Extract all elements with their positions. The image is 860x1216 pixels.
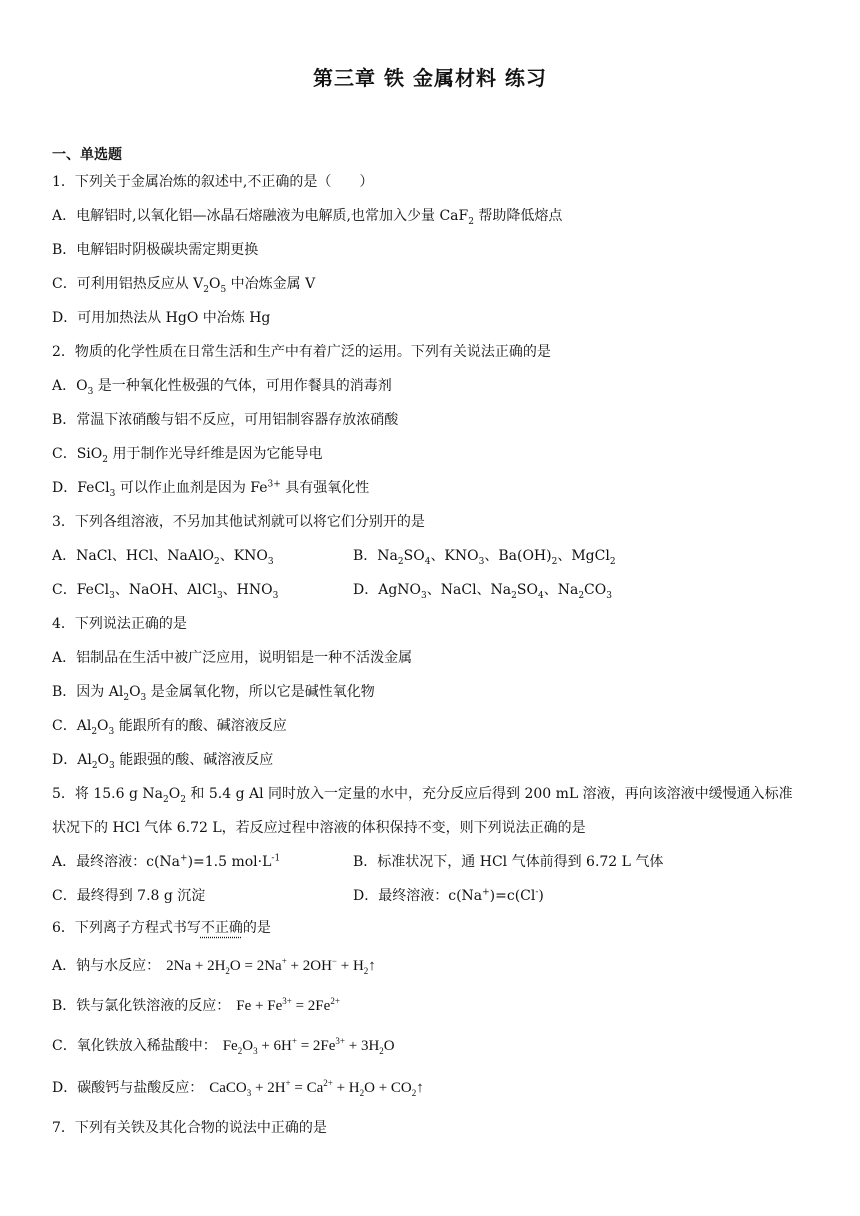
question-3-option-c: C．FeCl$_3$、NaOH、AlCl$_3$、$HNO_3$ <box>52 582 279 601</box>
question-4-option-b: B．因为 $Al_2O_3$ 是金属氧化物，所以它是碱性氧化物 <box>52 684 375 703</box>
question-3-option-a: A．NaCl、HCl、NaAlO$_2$、$KNO_3$ <box>52 548 274 567</box>
question-2-option-c: C．SiO$_2$ 用于制作光导纤维是因为它能导电 <box>52 446 323 465</box>
page-title: 第三章 铁 金属材料 练习 <box>313 66 547 90</box>
question-2-stem: 2．物质的化学性质在日常生活和生产中有着广泛的运用。下列有关说法正确的是 <box>52 344 551 360</box>
question-6-option-d: D．碳酸钙与盐酸反应： CaCO$_3$ + $2H^+ = Ca^{2+} + H_2O$ + $CO_2↑$ <box>52 1078 424 1098</box>
question-6-option-a: A．钠与水反应： $2Na + 2H_2O = 2Na^+ + 2OH^-$ + $H_2↑$ <box>52 956 376 976</box>
question-5-option-c: C．最终得到 7.8 g 沉淀 <box>52 888 206 904</box>
question-3-stem: 3．下列各组溶液，不另加其他试剂就可以将它们分别开的是 <box>52 514 425 530</box>
question-1-option-d: D．可用加热法从 HgO 中冶炼 Hg <box>52 310 271 326</box>
emphasis-dots: 不正确 <box>200 920 243 936</box>
question-7-stem: 7．下列有关铁及其化合物的说法中正确的是 <box>52 1120 327 1136</box>
question-6-stem: 6．下列离子方程式书写不正确的是 <box>52 920 271 936</box>
question-6-option-b: B．铁与氯化铁溶液的反应： $Fe + Fe^{3+} = 2Fe^{2+}$ <box>52 996 340 1014</box>
question-5-stem: 5．将 15.6 g $Na_2O_2$ 和 5.4 g Al 同时放入一定量的水中，充分反应后得到 200 mL 溶液，再向该溶液中缓慢通入标准 <box>52 786 793 805</box>
question-2-option-b: B．常温下浓硝酸与铝不反应，可用铝制容器存放浓硝酸 <box>52 412 399 428</box>
question-1-option-c: C．可利用铝热反应从 $V_2O_5$ 中冶炼金属 V <box>52 276 316 295</box>
question-4-option-d: D．$Al_2O_3$ 能跟强的酸、碱溶液反应 <box>52 752 274 771</box>
question-4-option-a: A．铝制品在生活中被广泛应用，说明铝是一种不活泼金属 <box>52 650 413 666</box>
question-4-stem: 4．下列说法正确的是 <box>52 616 187 632</box>
question-2-option-d: D．FeCl$_3$ 可以作止血剂是因为 $Fe^{3+}$ 具有强氧化性 <box>52 479 370 499</box>
section-heading: 一、单选题 <box>52 147 122 163</box>
question-5-stem-cont: 状况下的 HCl 气体 6.72 L，若反应过程中溶液的体积保持不变，则下列说法正确的是 <box>52 820 586 836</box>
question-1-stem: 1．下列关于金属冶炼的叙述中,不正确的是（ ） <box>52 174 374 190</box>
question-6-option-c: C．氧化铁放入稀盐酸中： $Fe_2O_3 + 6H^+ = 2Fe^{3+} + 3H_2O$ <box>52 1036 395 1056</box>
question-3-option-d: D．AgNO$_3$、NaCl、$Na_2SO_4$、$Na_2CO_3$ <box>353 582 612 601</box>
question-3-option-b: B．$Na_2SO_4$、$KNO_3$、$Ba(OH)_2$、MgCl$_2$ <box>353 548 616 567</box>
question-2-option-a: A．$O_3$ 是一种氧化性极强的气体，可用作餐具的消毒剂 <box>52 378 392 397</box>
question-5-option-a: A．最终溶液：c(Na+)=1.5 $mol\cdot L^{-1}$ <box>52 853 281 870</box>
question-1-option-a: A．电解铝时,以氧化铝—冰晶石熔融液为电解质,也常加入少量 CaF$_2$ 帮助降低熔点 <box>52 208 563 227</box>
question-5-option-b: B．标准状况下，通 HCl 气体前得到 6.72 L 气体 <box>353 854 664 870</box>
question-4-option-c: C．$Al_2O_3$ 能跟所有的酸、碱溶液反应 <box>52 718 287 737</box>
question-1-option-b: B．电解铝时阴极碳块需定期更换 <box>52 242 259 258</box>
question-5-option-d: D．最终溶液：c(Na+)=c(Cl-) <box>353 887 544 904</box>
